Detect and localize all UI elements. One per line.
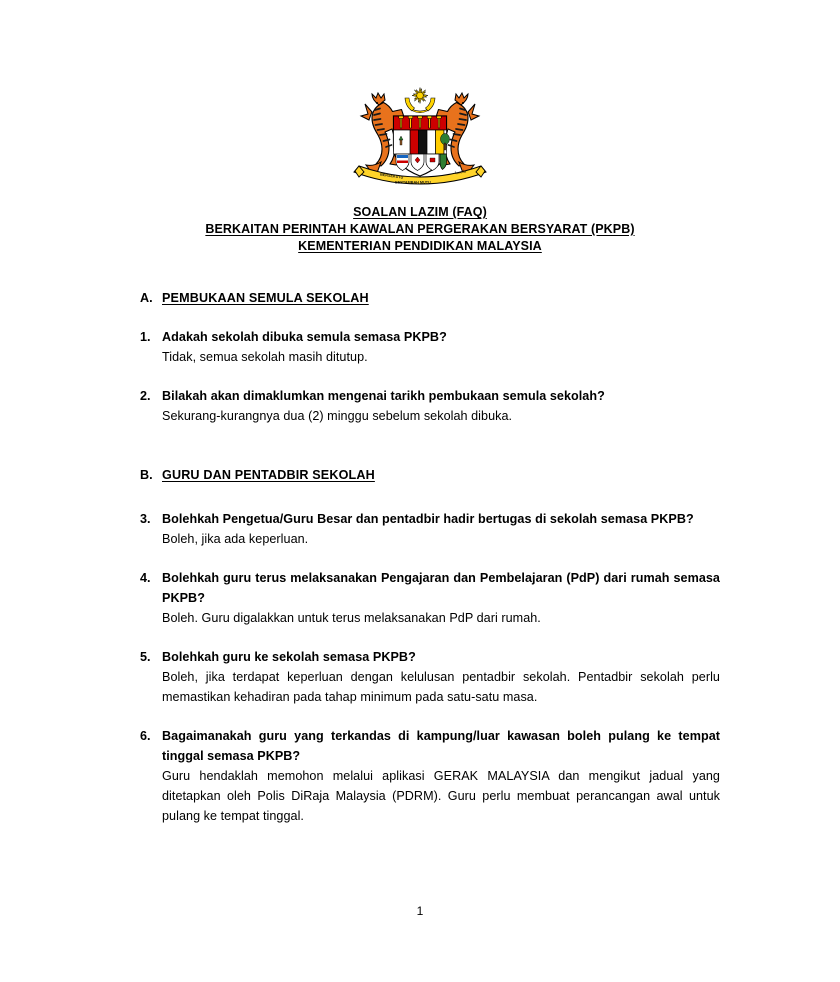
faq-answer-1: Tidak, semua sekolah masih ditutup. [162, 350, 368, 364]
faq-item-3 [140, 509, 720, 549]
page-number: 1 [416, 904, 424, 918]
emblem-container [0, 0, 840, 192]
faq-question-4: Bolehkah guru terus melaksanakan Pengajaran dan Pembelajaran (PdP) dari rumah semasa PKPB? [162, 571, 720, 605]
faq-answer-6: Guru hendaklah memohon melalui aplikasi GERAK MALAYSIA dan mengikut jadual yang ditetapkan oleh Polis DiRaja Malaysia (PDRM). Guru perlu membuat perancangan awal untuk pulang ke tempat tinggal. [162, 769, 720, 823]
section-marker-a: A. [140, 291, 153, 305]
faq-question-1: Adakah sekolah dibuka semula semasa PKPB? [162, 330, 447, 344]
title-line-3: KEMENTERIAN PENDIDIKAN MALAYSIA [298, 239, 542, 253]
document-content [0, 289, 840, 826]
page-footer [0, 903, 840, 919]
faq-marker-2: 2. [140, 389, 151, 403]
faq-marker-4: 4. [140, 571, 151, 585]
title-line-2: BERKAITAN PERINTAH KAWALAN PERGERAKAN BERSYARAT (PKPB) [205, 222, 635, 236]
faq-marker-1: 1. [140, 330, 151, 344]
motto-lower-text: BERTAMBAH MUTU [395, 180, 431, 185]
faq-answer-3: Boleh, jika ada keperluan. [162, 532, 309, 546]
faq-question-5: Bolehkah guru ke sekolah semasa PKPB? [162, 650, 416, 664]
section-header-b [140, 466, 720, 485]
faq-item-4 [140, 568, 720, 628]
section-title-b: GURU DAN PENTADBIR SEKOLAH [162, 468, 375, 482]
faq-question-3: Bolehkah Pengetua/Guru Besar dan pentadbir hadir bertugas di sekolah semasa PKPB? [162, 512, 694, 526]
faq-item-1 [140, 327, 720, 367]
faq-question-2: Bilakah akan dimaklumkan mengenai tarikh pembukaan semula sekolah? [162, 389, 605, 403]
document-title-block [0, 204, 840, 255]
section-title-a: PEMBUKAAN SEMULA SEKOLAH [162, 291, 369, 305]
section-header-a [140, 289, 720, 308]
faq-marker-3: 3. [140, 512, 151, 526]
faq-marker-6: 6. [140, 729, 151, 743]
title-line-1: SOALAN LAZIM (FAQ) [353, 205, 487, 219]
section-marker-b: B. [140, 468, 153, 482]
faq-item-5 [140, 647, 720, 707]
faq-answer-5: Boleh, jika terdapat keperluan dengan kelulusan pentadbir sekolah. Pentadbir sekolah perlu memastikan kehadiran pada tahap minimum pada satu-satu masa. [162, 670, 720, 704]
faq-item-2 [140, 386, 720, 426]
shield-icon [394, 116, 450, 176]
faq-answer-2: Sekurang-kurangnya dua (2) minggu sebelum sekolah dibuka. [162, 409, 513, 423]
faq-marker-5: 5. [140, 650, 151, 664]
motto-jawi-text: ملايسيا [454, 168, 467, 175]
faq-answer-4: Boleh. Guru digalakkan untuk terus melaksanakan PdP dari rumah. [162, 611, 541, 625]
faq-question-6: Bagaimanakah guru yang terkandas di kampung/luar kawasan boleh pulang ke tempat tinggal semasa PKPB? [162, 729, 720, 763]
faq-item-6 [140, 726, 720, 826]
crescent-star-icon [405, 87, 435, 113]
jata-negara-emblem-icon [342, 84, 498, 192]
motto-upper-text: BERSEKUTU [379, 172, 404, 180]
